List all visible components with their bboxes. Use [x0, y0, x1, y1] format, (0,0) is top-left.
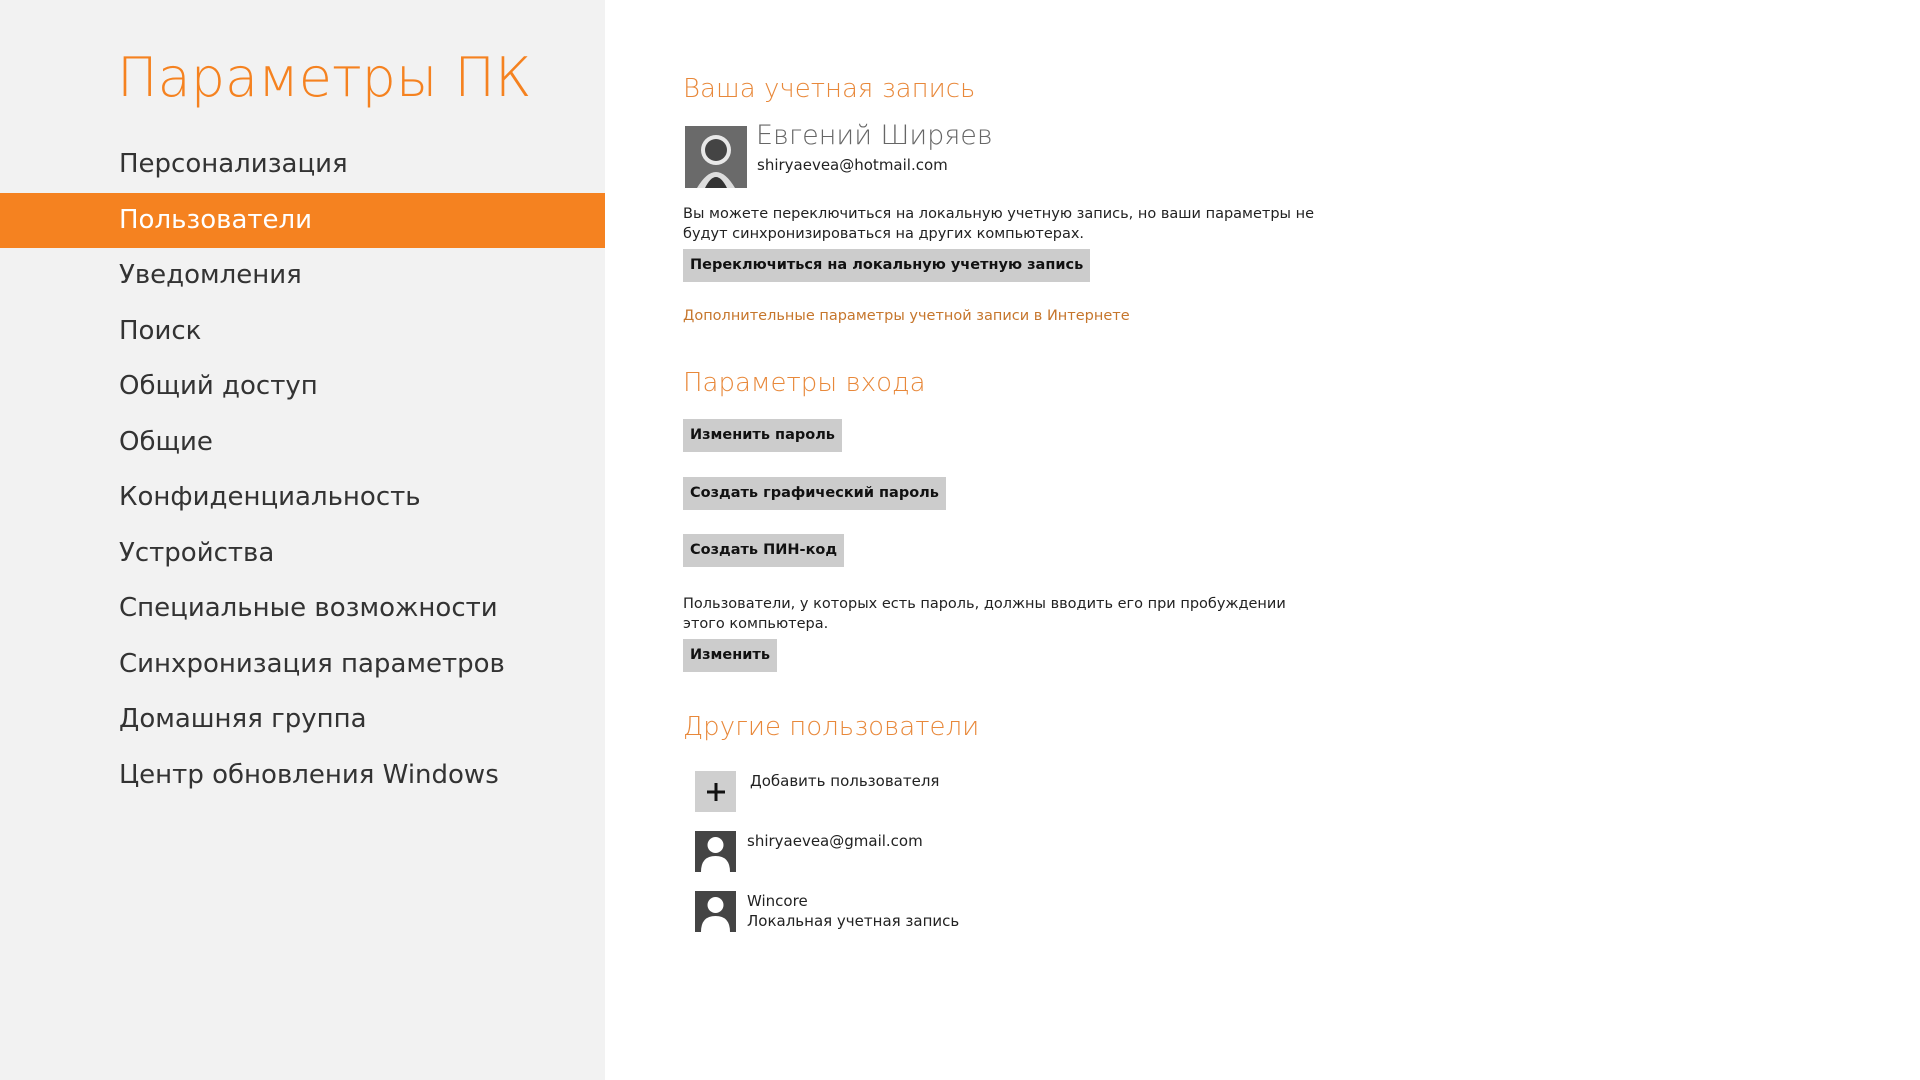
- add-user-label: Добавить пользователя: [750, 772, 940, 790]
- online-account-settings-link[interactable]: Дополнительные параметры учетной записи в Интернете: [683, 308, 1130, 324]
- page-title: Параметры ПК: [117, 46, 532, 109]
- user-line1: shiryaevea@gmail.com: [747, 832, 923, 850]
- sidebar-item-search[interactable]: Поиск: [119, 315, 202, 346]
- signin-section-title: Параметры входа: [683, 368, 926, 398]
- sidebar-item-notifications[interactable]: Уведомления: [119, 260, 302, 290]
- user-silhouette-icon: [695, 831, 736, 872]
- change-wake-setting-button[interactable]: Изменить: [683, 639, 777, 672]
- other-users-section-title: Другие пользователи: [683, 712, 980, 742]
- sidebar-item-sync[interactable]: Синхронизация параметров: [119, 648, 505, 679]
- switch-note: Вы можете переключиться на локальную учетную запись, но ваши параметры не будут синхронизироваться на других компьютерах.: [683, 206, 1315, 242]
- sidebar-nav: [0, 137, 605, 803]
- sidebar-item-general[interactable]: Общие: [119, 426, 213, 457]
- sidebar-item-personalization[interactable]: Персонализация: [119, 149, 348, 179]
- account-name: Евгений Ширяев: [756, 120, 993, 151]
- sidebar-item-accessibility[interactable]: Специальные возможности: [119, 593, 498, 623]
- account-section-title: Ваша учетная запись: [683, 74, 976, 104]
- create-pin-button[interactable]: Создать ПИН-код: [683, 534, 844, 567]
- user-silhouette-icon: [695, 891, 736, 932]
- avatar: [685, 126, 747, 188]
- user-line1: Wincore: [747, 892, 808, 910]
- change-password-button[interactable]: Изменить пароль: [683, 419, 842, 452]
- switch-to-local-button[interactable]: Переключиться на локальную учетную запись: [683, 249, 1090, 282]
- user-line2: Локальная учетная запись: [747, 912, 960, 930]
- sidebar-item-windows-update[interactable]: Центр обновления Windows: [119, 759, 499, 790]
- plus-icon: [695, 771, 736, 812]
- wake-password-note: Пользователи, у которых есть пароль, должны вводить его при пробуждении этого компьютера.: [683, 596, 1286, 632]
- sidebar-item-users[interactable]: Пользователи: [0, 193, 605, 249]
- sidebar-item-homegroup[interactable]: Домашняя группа: [119, 704, 367, 734]
- sidebar-item-devices[interactable]: Устройства: [119, 537, 275, 568]
- sidebar-item-sharing[interactable]: Общий доступ: [119, 371, 318, 401]
- account-email: shiryaevea@hotmail.com: [757, 156, 948, 174]
- sidebar-item-privacy[interactable]: Конфиденциальность: [119, 482, 421, 512]
- create-picture-password-button[interactable]: Создать графический пароль: [683, 477, 946, 510]
- sidebar: [0, 0, 605, 1080]
